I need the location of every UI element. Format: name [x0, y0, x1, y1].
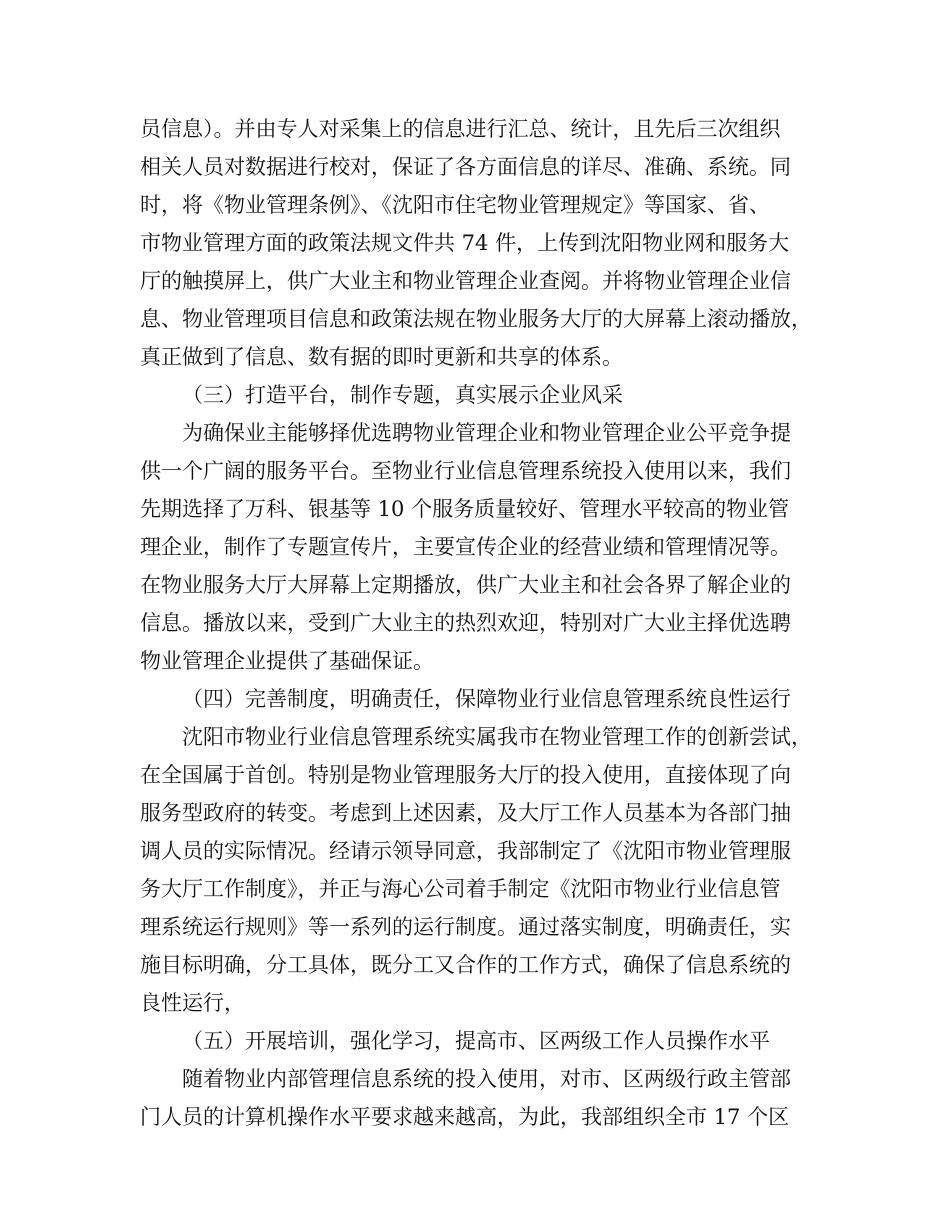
body-text-line: 供一个广阔的服务平台。至物业行业信息管理系统投入使用以来，我们 [140, 459, 791, 483]
body-text-line: 相关人员对数据进行校对，保证了各方面信息的详尽、准确、系统。同 [140, 155, 791, 179]
paragraph-first-line: 随着物业内部管理信息系统的投入使用，对市、区两级行政主管部 [182, 1067, 791, 1091]
body-text-line: 真正做到了信息、数有据的即时更新和共享的体系。 [140, 345, 623, 369]
section-heading: （四）完善制度，明确责任，保障物业行业信息管理系统良性运行 [182, 687, 791, 711]
body-text-line: 在全国属于首创。特别是物业管理服务大厅的投入使用，直接体现了向 [140, 763, 791, 787]
body-text-line: 理系统运行规则》等一系列的运行制度。通过落实制度，明确责任，实 [140, 915, 791, 939]
body-text-line: 市物业管理方面的政策法规文件共 74 件，上传到沈阳物业网和服务大 [140, 231, 790, 255]
section-heading: （五）开展培训，强化学习，提高市、区两级工作人员操作水平 [182, 1029, 770, 1053]
body-text-line: 先期选择了万科、银基等 10 个服务质量较好、管理水平较高的物业管 [140, 497, 790, 521]
body-text-line: 厅的触摸屏上，供广大业主和物业管理企业查阅。并将物业管理企业信 [140, 269, 791, 293]
body-text-line: 施目标明确，分工具体，既分工又合作的工作方式，确保了信息系统的 [140, 953, 791, 977]
body-text-line: 良性运行， [140, 991, 245, 1015]
body-text-line: 调人员的实际情况。经请示领导同意，我部制定了《沈阳市物业管理服 [140, 839, 791, 863]
body-text-line: 理企业，制作了专题宣传片，主要宣传企业的经营业绩和管理情况等。 [140, 535, 791, 559]
section-heading: （三）打造平台，制作专题，真实展示企业风采 [182, 383, 623, 407]
body-text-line: 在物业服务大厅大屏幕上定期播放，供广大业主和社会各界了解企业的 [140, 573, 791, 597]
paragraph-first-line: 为确保业主能够择优选聘物业管理企业和物业管理企业公平竞争提 [182, 421, 791, 445]
body-text-line: 门人员的计算机操作水平要求越来越高，为此，我部组织全市 17 个区 [140, 1105, 790, 1129]
body-text-line: 务大厅工作制度》，并正与海心公司着手制定《沈阳市物业行业信息管 [140, 877, 781, 901]
body-text-line: 服务型政府的转变。考虑到上述因素，及大厅工作人员基本为各部门抽 [140, 801, 791, 825]
body-text-line: 时，将《物业管理条例》、《沈阳市住宅物业管理规定》等国家、省、 [140, 193, 770, 217]
body-text-line: 信息。播放以来，受到广大业主的热烈欢迎，特别对广大业主择优选聘 [140, 611, 791, 635]
document-body [140, 110, 820, 1136]
body-text-line: 物业管理企业提供了基础保证。 [140, 649, 434, 673]
paragraph-first-line: 沈阳市物业行业信息管理系统实属我市在物业管理工作的创新尝试， [182, 725, 812, 749]
body-text-line: 息、物业管理项目信息和政策法规在物业服务大厅的大屏幕上滚动播放， [140, 307, 812, 331]
body-text-line: 员信息）。并由专人对采集上的信息进行汇总、统计，且先后三次组织 [140, 117, 781, 141]
